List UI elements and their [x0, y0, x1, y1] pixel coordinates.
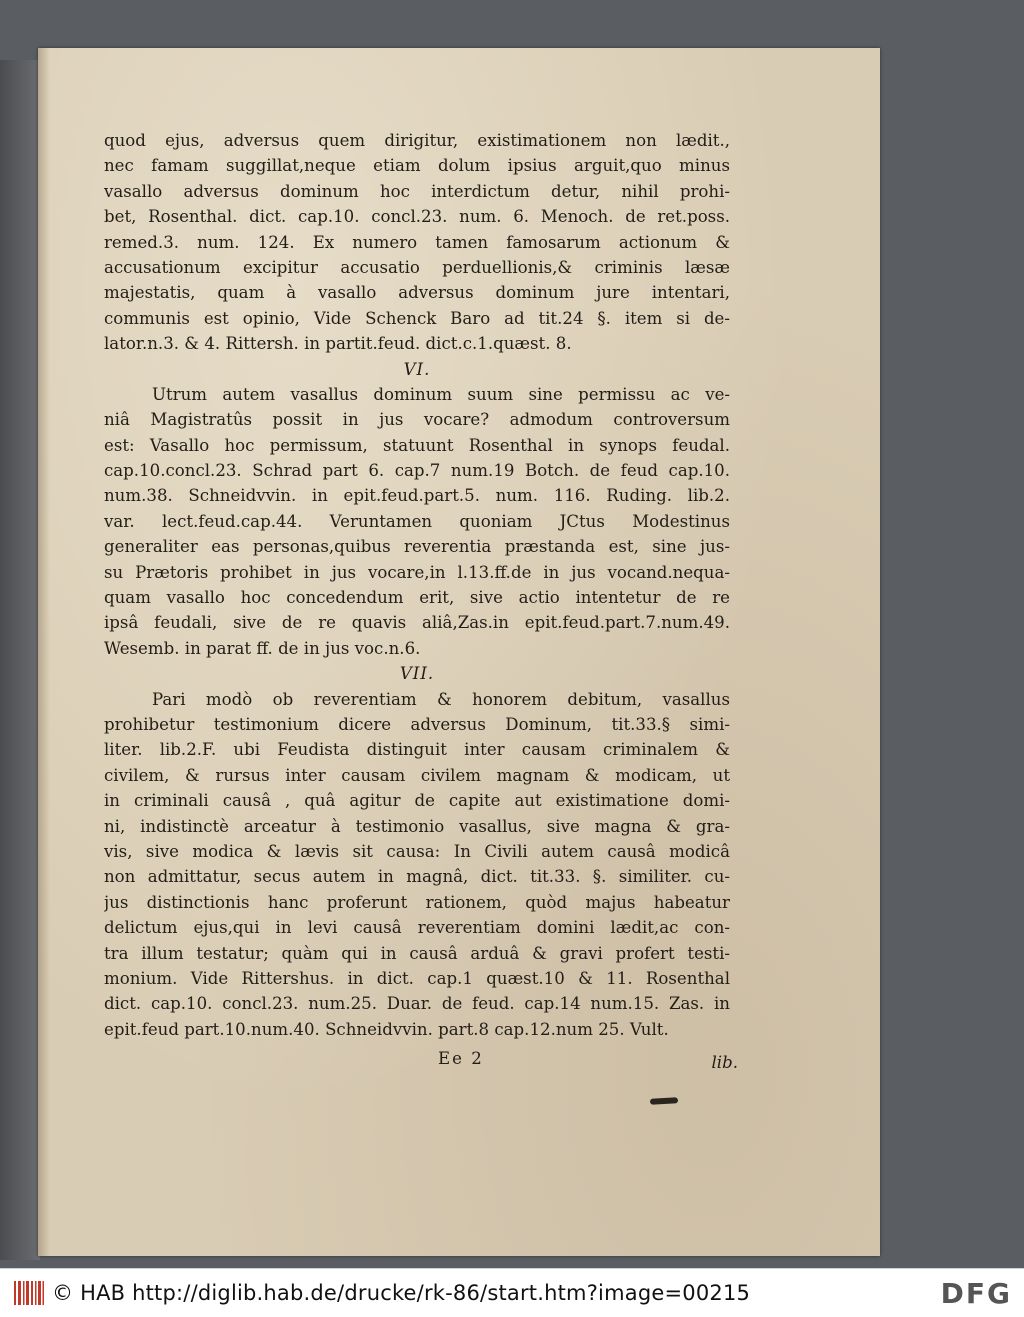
book-page — [38, 48, 880, 1256]
text-line: Wesemb. in parat ff. de in jus voc.n.6. — [104, 638, 421, 658]
text-line: bet, Rosenthal. dict. cap.10. concl.23. num. 6. Menoch. de ret.poss. — [104, 207, 730, 227]
text-line: vis, sive modica & lævis sit causa: In Civili autem causâ modicâ — [104, 841, 730, 861]
section-heading-vii: VII. — [399, 664, 435, 684]
text-line: accusationum excipitur accusatio perduellionis,& criminis læsæ — [104, 257, 730, 277]
text-line: liter. lib.2.F. ubi Feudista distinguit inter causam criminalem & — [104, 740, 730, 760]
text-line: generaliter eas personas,quibus reverentia præstanda est, sine jus- — [104, 537, 730, 557]
text-line: in criminali causâ , quâ agitur de capite aut existimatione domi- — [104, 791, 730, 811]
text-line: quod ejus, adversus quem dirigitur, existimationem non lædit., — [104, 131, 730, 150]
text-line: nec famam suggillat,neque etiam dolum ipsius arguit,quo minus — [104, 156, 730, 176]
text-line: Utrum autem vasallus dominum suum sine permissu ac ve- — [152, 384, 730, 404]
text-line: est: Vasallo hoc permissum, statuunt Rosenthal in synops feudal. — [104, 435, 730, 455]
spine-shadow — [0, 60, 40, 1260]
text-line: epit.feud part.10.num.40. Schneidvvin. part.8 cap.12.num 25. Vult. — [104, 1019, 669, 1039]
footer-bar — [0, 1268, 1024, 1317]
page-gutter-shadow — [38, 48, 50, 1256]
text-line: monium. Vide Rittershus. in dict. cap.1 quæst.10 & 11. Rosenthal — [104, 968, 730, 988]
text-line: delictum ejus,qui in levi causâ reverentiam domini lædit,ac con- — [104, 918, 730, 938]
signature-mark: Ee 2 — [438, 1049, 484, 1069]
paragraph-vi — [104, 382, 730, 661]
page-text — [104, 128, 738, 1074]
text-line: cap.10.concl.23. Schrad part 6. cap.7 num.19 Botch. de feud cap.10. — [104, 461, 730, 481]
page-foot — [104, 1044, 738, 1074]
text-line: remed.3. num. 124. Ex numero tamen famosarum actionum & — [104, 232, 730, 252]
text-line: majestatis, quam à vasallo adversus dominum jure intentari, — [104, 283, 730, 303]
catchword: lib. — [711, 1053, 738, 1073]
ink-blot — [650, 1097, 678, 1104]
dfg-logo: DFG — [940, 1277, 1012, 1310]
text-line: var. lect.feud.cap.44. Veruntamen quoniam JCtus Modestinus — [104, 511, 730, 531]
text-line: ni, indistinctè arceatur à testimonio vasallus, sive magna & gra- — [104, 816, 730, 836]
text-line: communis est opinio, Vide Schenck Baro ad tit.24 §. item si de- — [104, 308, 730, 328]
text-line: non admittatur, secus autem in magnâ, dict. tit.33. §. similiter. cu- — [104, 867, 730, 887]
text-line: prohibetur testimonium dicere adversus Dominum, tit.33.§ simi- — [104, 714, 730, 734]
section-heading-vi: VI. — [403, 359, 431, 379]
text-line: dict. cap.10. concl.23. num.25. Duar. de feud. cap.14 num.15. Zas. in — [104, 994, 730, 1014]
text-line: civilem, & rursus inter causam civilem magnam & modicam, ut — [104, 765, 730, 785]
text-line: num.38. Schneidvvin. in epit.feud.part.5. num. 116. Ruding. lib.2. — [104, 486, 730, 506]
paragraph-vii — [104, 687, 730, 1042]
text-line: Pari modò ob reverentiam & honorem debitum, vasallus — [152, 689, 730, 709]
text-line: quam vasallo hoc concedendum erit, sive actio intentetur de re — [104, 588, 730, 608]
text-line: ipsâ feudali, sive de re quavis aliâ,Zas.in epit.feud.part.7.num.49. — [104, 613, 730, 633]
text-line: jus distinctionis hanc proferunt rationem, quòd majus habeatur — [104, 892, 730, 912]
text-line: lator.n.3. & 4. Rittersh. in partit.feud. dict.c.1.quæst. 8. — [104, 334, 572, 354]
text-line: vasallo adversus dominum hoc interdictum detur, nihil prohi- — [104, 181, 730, 201]
text-line: tra illum testatur; quàm qui in causâ arduâ & gravi profert testi- — [104, 943, 730, 963]
barcode-icon — [14, 1281, 44, 1305]
text-line: niâ Magistratûs possit in jus vocare? admodum controversum — [104, 410, 730, 430]
paragraph-top — [104, 128, 730, 357]
text-line: su Prætoris prohibet in jus vocare,in l.13.ff.de in jus vocand.nequa- — [104, 562, 730, 582]
copyright-link[interactable]: © HAB http://diglib.hab.de/drucke/rk-86/start.htm?image=00215 — [52, 1281, 751, 1305]
